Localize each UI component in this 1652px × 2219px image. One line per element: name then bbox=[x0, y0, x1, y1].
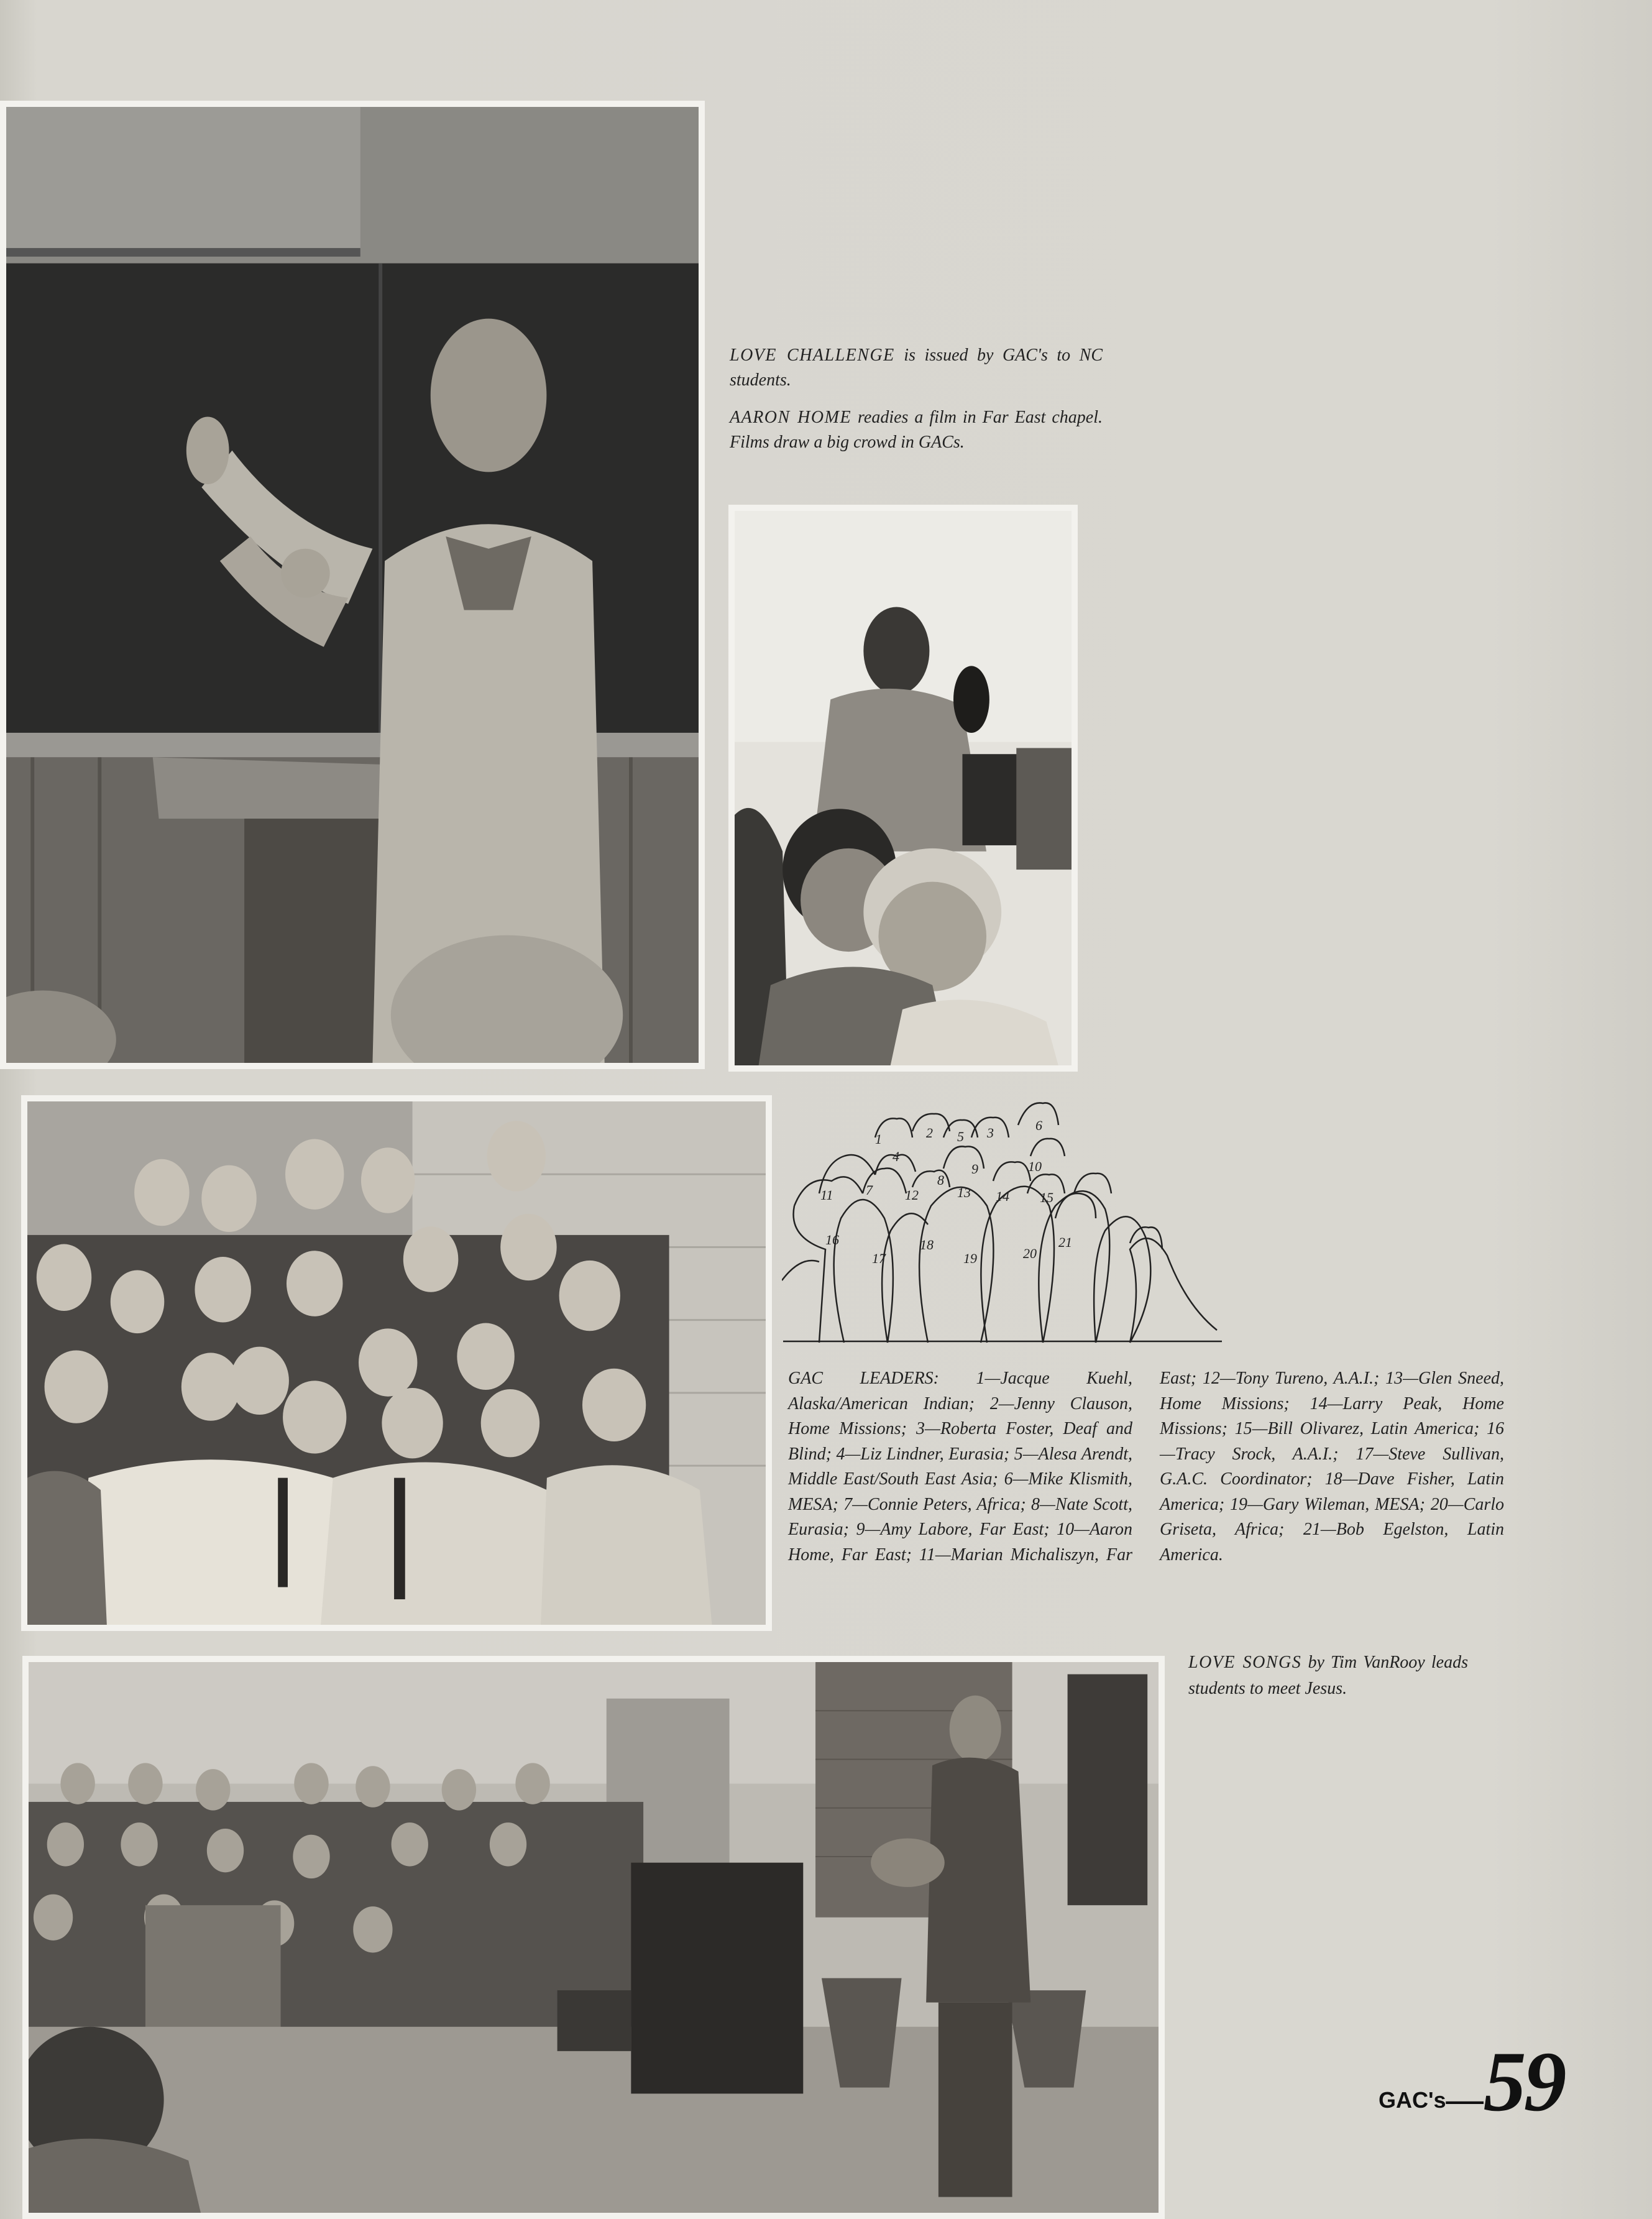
key-label-1: 1 bbox=[875, 1131, 882, 1147]
folio-dash: — bbox=[1446, 2079, 1484, 2120]
caption-aaron-home-lead: AARON HOME bbox=[730, 408, 852, 427]
key-label-4: 4 bbox=[893, 1149, 899, 1164]
key-label-18: 18 bbox=[920, 1237, 934, 1252]
key-label-20: 20 bbox=[1023, 1246, 1037, 1261]
key-label-17: 17 bbox=[872, 1251, 886, 1266]
photo-love-challenge bbox=[0, 101, 705, 1069]
photo-aaron-home-image bbox=[735, 511, 1072, 1065]
caption-love-songs bbox=[1188, 1650, 1468, 1702]
key-label-9: 9 bbox=[971, 1161, 978, 1177]
key-label-16: 16 bbox=[825, 1232, 839, 1247]
leaders-key-figure bbox=[782, 1100, 1223, 1349]
key-label-7: 7 bbox=[866, 1182, 873, 1198]
key-label-15: 15 bbox=[1040, 1190, 1053, 1205]
folio-section: GAC's bbox=[1379, 2087, 1446, 2113]
key-label-11: 11 bbox=[820, 1187, 833, 1203]
caption-love-songs-lead: LOVE SONGS bbox=[1188, 1653, 1302, 1672]
caption-love-challenge bbox=[730, 343, 1103, 393]
key-label-2: 2 bbox=[926, 1125, 933, 1141]
key-label-19: 19 bbox=[963, 1251, 977, 1266]
key-label-13: 13 bbox=[957, 1185, 971, 1200]
caption-love-challenge-text: is issued by GAC's to NC students. bbox=[730, 346, 1103, 390]
leaders-key-diagram bbox=[782, 1100, 1223, 1349]
caption-aaron-home bbox=[730, 405, 1103, 455]
key-label-3: 3 bbox=[987, 1125, 994, 1141]
key-label-14: 14 bbox=[996, 1188, 1009, 1204]
caption-gac-leaders bbox=[788, 1366, 1504, 1596]
key-label-8: 8 bbox=[937, 1172, 944, 1188]
page-folio bbox=[1379, 2034, 1564, 2129]
photo-gac-leaders-image bbox=[27, 1101, 766, 1625]
caption-love-challenge-lead: LOVE CHALLENGE bbox=[730, 346, 895, 365]
caption-block-top bbox=[730, 343, 1103, 467]
key-label-10: 10 bbox=[1028, 1159, 1042, 1174]
key-label-12: 12 bbox=[905, 1187, 919, 1203]
caption-gac-leaders-text: 1—Jacque Kuehl, Alaska/American Indian; 2—Jenny Clauson, Home Missions; 3—Roberta Foster, Deaf and Blind; 4—Liz Lindner, Eurasia; 5—Alesa Arendt, Middle East/South East Asia; 6—Mike Klismith, MESA; 7—Connie Peters, Africa; 8—Nate Scott, Eurasia; 9—Amy Labore, Far East; 10—Aaron Home, Far East; 11—Marian Michaliszyn, Far East; 12—Tony Tureno, A.A.I.; 13—Glen Sneed, Home Missions; 14—Larry Peak, Home Missions; 15—Bill Olivarez, Latin America; 16—Tracy Srock, A.A.I.; 17—Steve Sullivan, G.A.C. Coordinator; 18—Dave Fisher, Latin America; 19—Gary Wileman, MESA; 20—Carlo Griseta, Africa; 21—Bob Egelston, Latin America. bbox=[788, 1369, 1504, 1564]
photo-gac-leaders bbox=[21, 1095, 772, 1631]
photo-love-challenge-image bbox=[6, 107, 699, 1063]
caption-aaron-home-text: readies a film in Far East chapel. Films draw a big crowd in GACs. bbox=[730, 408, 1103, 452]
page-number: 59 bbox=[1483, 2034, 1564, 2129]
photo-love-songs bbox=[22, 1656, 1165, 2219]
photo-love-songs-image bbox=[29, 1662, 1159, 2213]
caption-love-songs-text: by Tim VanRooy leads students to meet Jesus. bbox=[1188, 1653, 1468, 1698]
key-label-5: 5 bbox=[957, 1129, 964, 1144]
key-label-6: 6 bbox=[1035, 1118, 1042, 1133]
photo-aaron-home bbox=[728, 505, 1078, 1072]
key-label-21: 21 bbox=[1058, 1234, 1072, 1250]
caption-gac-leaders-lead: GAC LEADERS: bbox=[788, 1369, 939, 1388]
